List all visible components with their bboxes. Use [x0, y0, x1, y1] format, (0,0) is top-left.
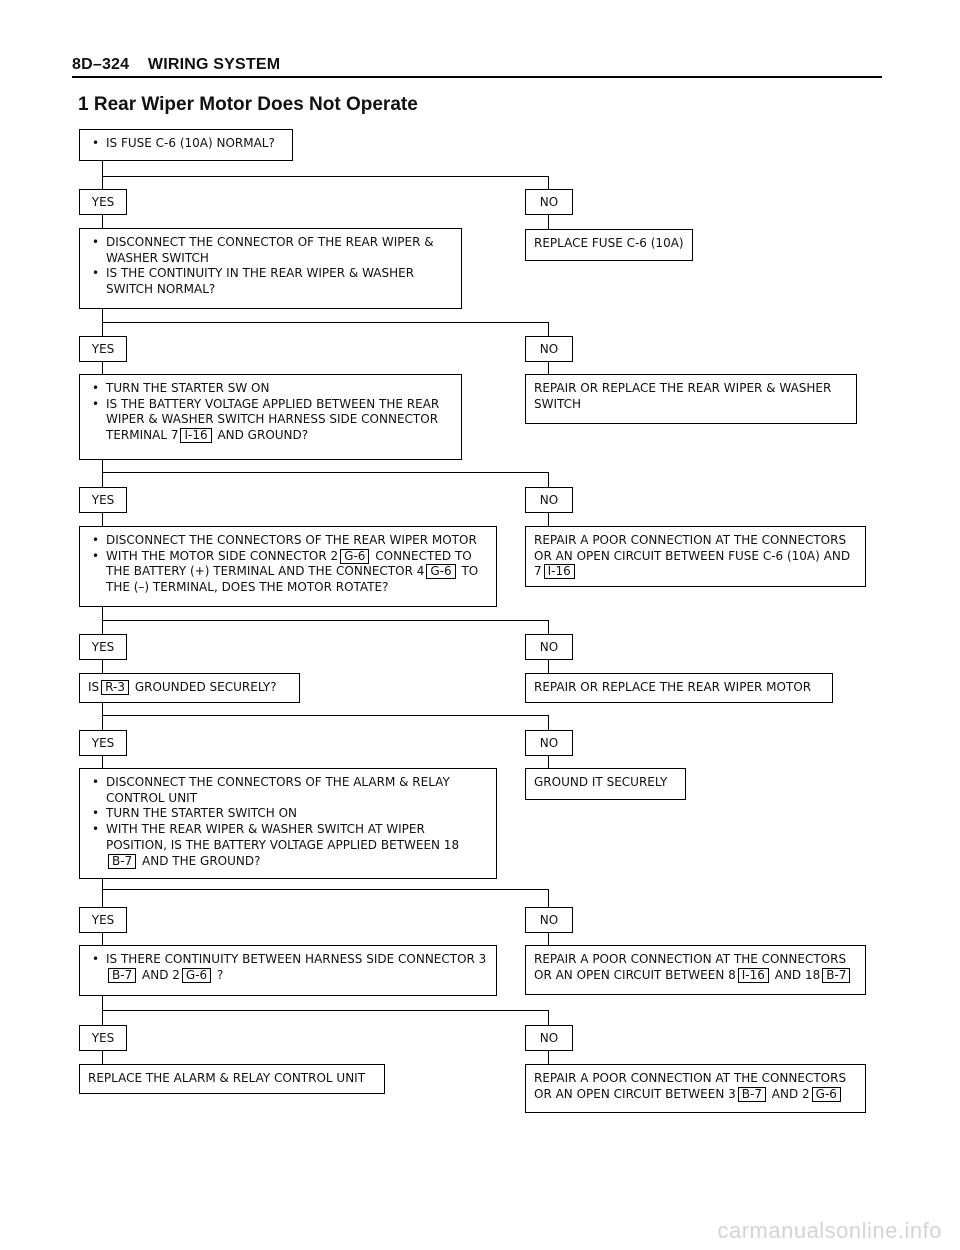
- step-7-bullet-1: • IS THERE CONTINUITY BETWEEN HARNESS SIDE CONNECTOR 3B-7 AND 2 G-6 ?: [88, 952, 488, 983]
- step-6-no-action: REPAIR A POOR CONNECTION AT THE CONNECTORS OR AN OPEN CIRCUIT BETWEEN 8 I-16 AND 18 B-7: [525, 945, 866, 995]
- section-title: WIRING SYSTEM: [147, 56, 281, 73]
- connector-ref: B-7: [108, 968, 136, 983]
- page-number: 8D–324: [72, 56, 130, 73]
- step-5-yes: YES: [79, 730, 127, 756]
- step-4-question: [79, 526, 497, 607]
- step-2-bullet-2: • IS THE CONTINUITY IN THE REAR WIPER & WASHER SWITCH NORMAL?: [88, 266, 453, 297]
- connector-ref: B-7: [822, 968, 850, 983]
- step-5-question: IS R-3 GROUNDED SECURELY?: [79, 673, 300, 703]
- step-6-bullet-3: • WITH THE REAR WIPER & WASHER SWITCH AT WIPER POSITION, IS THE BATTERY VOLTAGE APPLIED BETWEEN 18B-7 AND THE GROUND?: [88, 822, 488, 869]
- watermark: carmanualsonline.info: [717, 1218, 942, 1243]
- step-4-no: NO: [525, 634, 573, 660]
- step-2-question: [79, 228, 462, 309]
- connector-ref: G-6: [812, 1087, 841, 1102]
- step-3-bullet-2: • IS THE BATTERY VOLTAGE APPLIED BETWEEN THE REAR WIPER & WASHER SWITCH HARNESS SIDE CONNECTOR TERMINAL 7 I-16 AND GROUND?: [88, 397, 453, 444]
- step-4-bullet-1: • DISCONNECT THE CONNECTORS OF THE REAR WIPER MOTOR: [88, 533, 488, 549]
- step-3-yes: YES: [79, 487, 127, 513]
- connector-ref: I-16: [544, 564, 575, 579]
- step-1-question: [79, 129, 293, 161]
- connector-ref: I-16: [738, 968, 769, 983]
- step-4-yes: YES: [79, 634, 127, 660]
- connector-ref: B-7: [108, 854, 136, 869]
- connector-ref: R-3: [101, 680, 129, 695]
- step-4-bullet-2: • WITH THE MOTOR SIDE CONNECTOR 2 G-6 CONNECTED TO THE BATTERY (+) TERMINAL AND THE CONNECTOR 4 G-6 TO THE (–) TERMINAL, DOES THE MOTOR ROTATE?: [88, 549, 488, 596]
- step-2-bullet-1: • DISCONNECT THE CONNECTOR OF THE REAR WIPER & WASHER SWITCH: [88, 235, 453, 266]
- step-7-no-action: REPAIR A POOR CONNECTION AT THE CONNECTORS OR AN OPEN CIRCUIT BETWEEN 3 B-7 AND 2 G-6: [525, 1064, 866, 1113]
- step-5-no: NO: [525, 730, 573, 756]
- step-2-no-action: REPAIR OR REPLACE THE REAR WIPER & WASHER SWITCH: [525, 374, 857, 424]
- step-3-bullet-1: • TURN THE STARTER SW ON: [88, 381, 453, 397]
- step-6-no: NO: [525, 907, 573, 933]
- step-2-no: NO: [525, 336, 573, 362]
- step-6-question: [79, 768, 497, 879]
- step-1-no-action: REPLACE FUSE C-6 (10A): [525, 229, 693, 261]
- step-1-no: NO: [525, 189, 573, 215]
- step-1-text: • IS FUSE C-6 (10A) NORMAL?: [88, 136, 284, 152]
- step-3-question: [79, 374, 462, 460]
- step-3-no-action: REPAIR A POOR CONNECTION AT THE CONNECTORS OR AN OPEN CIRCUIT BETWEEN FUSE C-6 (10A) AND 7 I-16: [525, 526, 866, 587]
- step-1-yes: YES: [79, 189, 127, 215]
- step-5-no-action: GROUND IT SECURELY: [525, 768, 686, 800]
- connector-ref: G-6: [340, 549, 369, 564]
- step-6-bullet-1: • DISCONNECT THE CONNECTORS OF THE ALARM & RELAY CONTROL UNIT: [88, 775, 488, 806]
- connector-ref: G-6: [182, 968, 211, 983]
- step-6-bullet-2: • TURN THE STARTER SWITCH ON: [88, 806, 488, 822]
- header-rule: [72, 76, 882, 78]
- step-2-yes: YES: [79, 336, 127, 362]
- step-7-no: NO: [525, 1025, 573, 1051]
- step-7-yes: YES: [79, 1025, 127, 1051]
- step-3-no: NO: [525, 487, 573, 513]
- page-header: [72, 56, 280, 74]
- connector-ref: I-16: [180, 428, 211, 443]
- connector-ref: B-7: [738, 1087, 766, 1102]
- step-6-yes: YES: [79, 907, 127, 933]
- step-7-question: [79, 945, 497, 996]
- page-title: 1 Rear Wiper Motor Does Not Operate: [78, 94, 418, 115]
- step-7-yes-action: REPLACE THE ALARM & RELAY CONTROL UNIT: [79, 1064, 385, 1094]
- step-4-no-action: REPAIR OR REPLACE THE REAR WIPER MOTOR: [525, 673, 833, 703]
- connector-ref: G-6: [426, 564, 455, 579]
